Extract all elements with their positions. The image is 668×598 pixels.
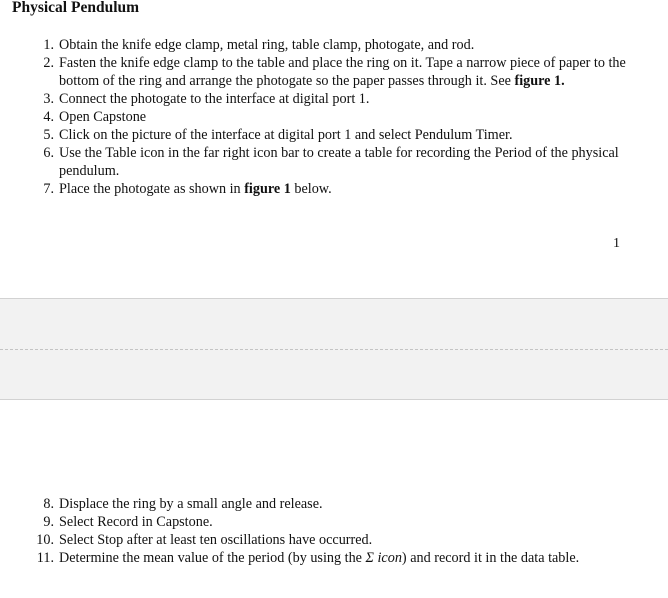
- step-number: 4.: [43, 109, 54, 125]
- step-text: Fasten the knife edge clamp to the table and place the ring on it. Tape a narrow piece of paper to the bottom of the ring and arrange the photogate so the paper passes through it. See: [59, 55, 626, 89]
- step-text-after: below.: [290, 181, 332, 197]
- procedure-list-part-2: [0, 495, 668, 567]
- step-number: 6.: [43, 145, 54, 161]
- step-text: Use the Table icon in the far right icon bar to create a table for recording the Period of the physical pendulum.: [59, 145, 619, 179]
- figure-reference: figure 1: [244, 181, 291, 197]
- step-number: 1.: [43, 37, 54, 53]
- page-number: 1: [613, 236, 620, 251]
- step-text: Place the photogate as shown in: [59, 181, 245, 197]
- page-1: [0, 0, 668, 298]
- step-number: 8.: [43, 496, 54, 512]
- step-text: Select Record in Capstone.: [59, 514, 213, 530]
- list-item-step-3: [0, 90, 668, 108]
- list-item-step-1: [0, 36, 668, 54]
- sigma-icon-reference: Σ icon: [365, 550, 402, 566]
- step-number: 2.: [43, 55, 54, 71]
- page-break-divider: [0, 349, 668, 350]
- step-text: Determine the mean value of the period (by using the: [59, 550, 366, 566]
- step-text-after: ) and record it in the data table.: [401, 550, 580, 566]
- list-item-step-5: [0, 126, 668, 144]
- list-item-step-7: [0, 180, 668, 198]
- procedure-list-part-1: [0, 36, 668, 198]
- list-item-step-8: [0, 495, 668, 513]
- step-number: 5.: [43, 127, 54, 143]
- step-number: 7.: [43, 181, 54, 197]
- document-title: Physical Pendulum: [12, 0, 140, 16]
- list-item-step-4: [0, 108, 668, 126]
- list-item-step-9: [0, 513, 668, 531]
- step-number: 9.: [43, 514, 54, 530]
- step-number: 10.: [36, 532, 54, 548]
- step-text: Displace the ring by a small angle and release.: [59, 496, 323, 512]
- step-text: Open Capstone: [59, 109, 147, 125]
- list-item-step-11: [0, 549, 668, 567]
- step-number: 3.: [43, 91, 54, 107]
- figure-reference: figure 1.: [514, 73, 565, 89]
- step-text: Select Stop after at least ten oscillations have occurred.: [59, 532, 373, 548]
- page-break-gap: [0, 298, 668, 400]
- list-item-step-10: [0, 531, 668, 549]
- step-text: Click on the picture of the interface at digital port 1 and select Pendulum Timer.: [59, 127, 513, 143]
- list-item-step-6: [0, 144, 668, 180]
- step-number: 11.: [36, 550, 54, 566]
- step-text: Connect the photogate to the interface at digital port 1.: [59, 91, 370, 107]
- list-item-step-2: [0, 54, 668, 90]
- step-text: Obtain the knife edge clamp, metal ring, table clamp, photogate, and rod.: [59, 37, 475, 53]
